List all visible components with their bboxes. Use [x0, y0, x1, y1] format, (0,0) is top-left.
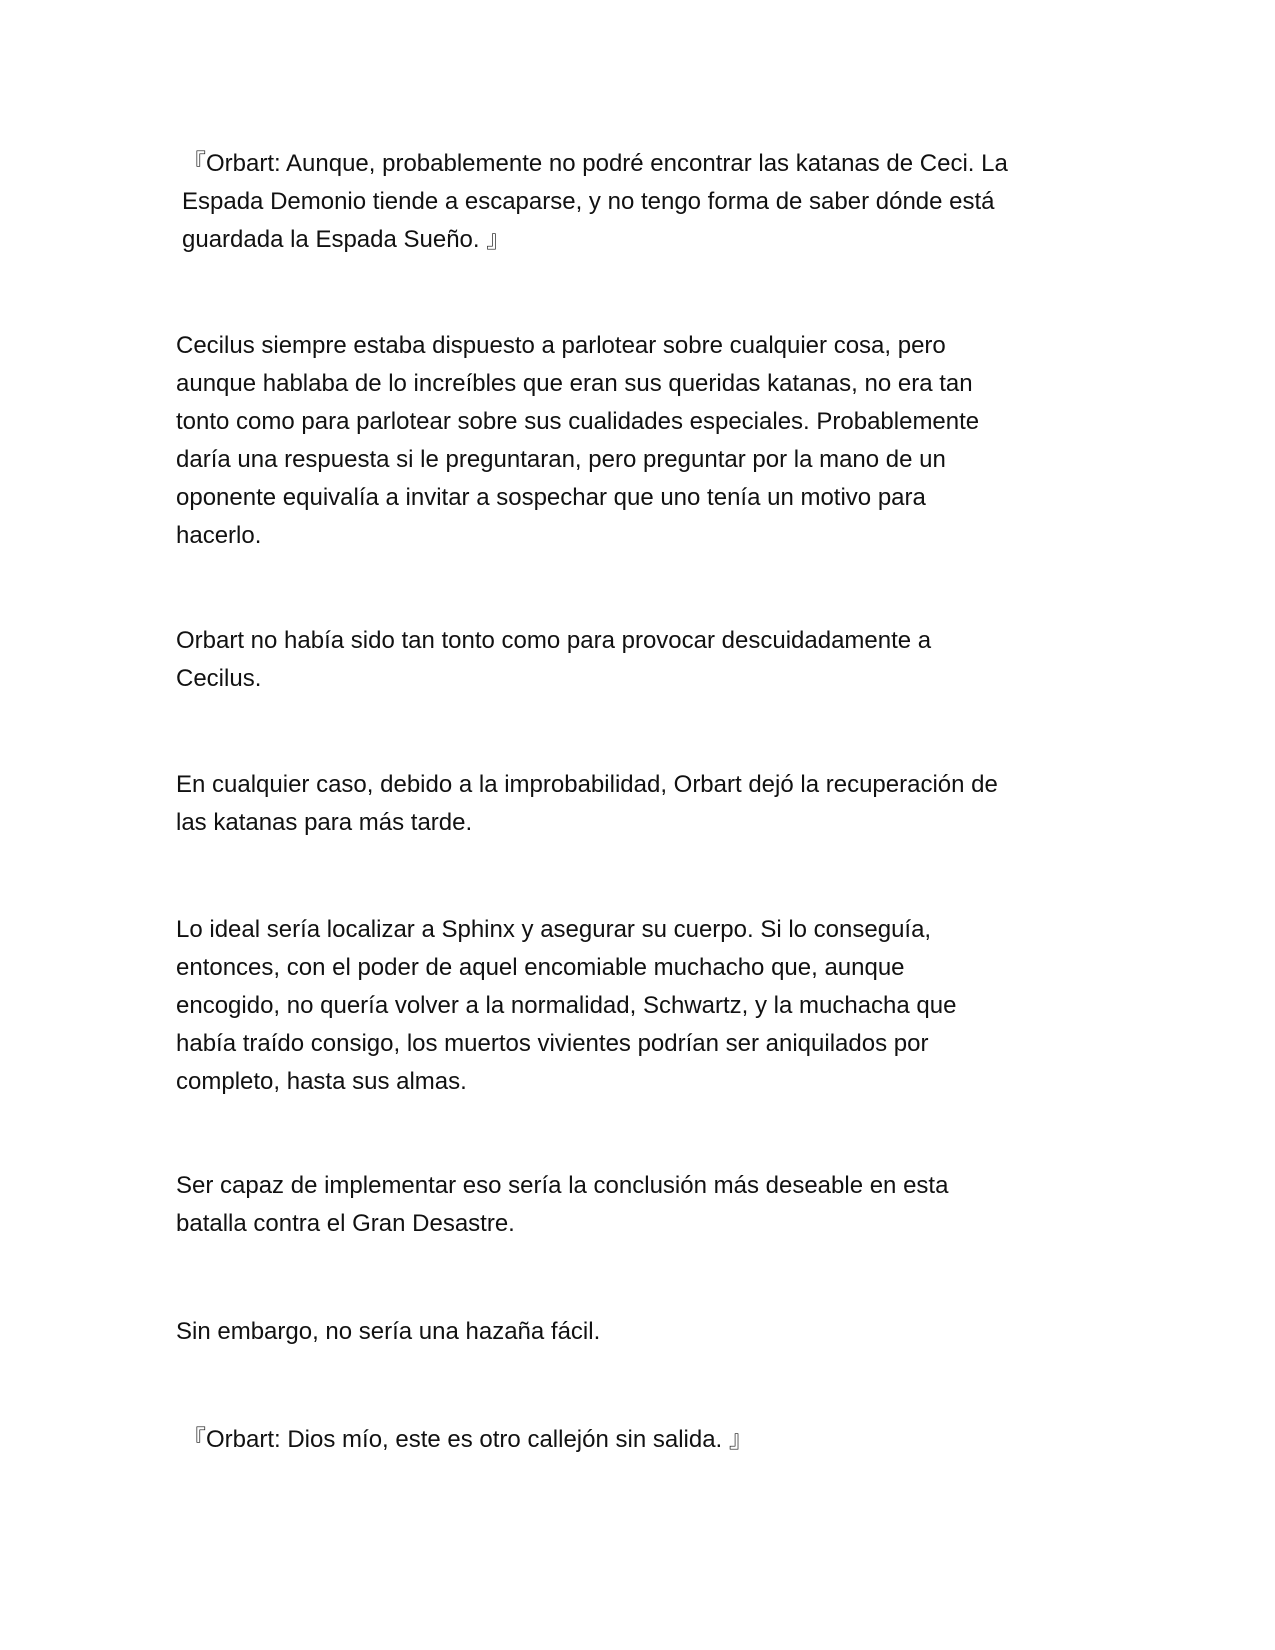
paragraph-cecilus-parlotear	[176, 327, 1106, 555]
dialogue-paragraph-orbart-katanas	[182, 145, 1112, 259]
text-line: encogido, no quería volver a la normalidad, Schwartz, y la muchacha que	[176, 992, 957, 1019]
text-line: Lo ideal sería localizar a Sphinx y asegurar su cuerpo. Si lo conseguía,	[176, 916, 932, 943]
dialogue-paragraph-orbart-callejon	[182, 1421, 1112, 1459]
paragraph-sphinx	[176, 911, 1106, 1101]
text-line: las katanas para más tarde.	[176, 809, 473, 836]
paragraph-improbabilidad	[176, 766, 1106, 842]
text-line: 『Orbart: Dios mío, este es otro callejón sin salida. 』	[182, 1426, 753, 1453]
text-line: En cualquier caso, debido a la improbabilidad, Orbart dejó la recuperación de	[176, 771, 998, 798]
text-line: 『Orbart: Aunque, probablemente no podré encontrar las katanas de Ceci. La	[182, 150, 1008, 177]
text-line: Sin embargo, no sería una hazaña fácil.	[176, 1318, 601, 1345]
text-line: completo, hasta sus almas.	[176, 1068, 467, 1095]
paragraph-gran-desastre	[176, 1167, 1106, 1243]
paragraph-orbart-no-tonto	[176, 622, 1106, 698]
text-line: hacerlo.	[176, 522, 262, 549]
text-line: oponente equivalía a invitar a sospechar que uno tenía un motivo para	[176, 484, 926, 511]
paragraph-hazana	[176, 1313, 1106, 1351]
text-line: Cecilus siempre estaba dispuesto a parlotear sobre cualquier cosa, pero	[176, 332, 946, 359]
text-line: entonces, con el poder de aquel encomiable muchacho que, aunque	[176, 954, 905, 981]
text-line: daría una respuesta si le preguntaran, pero preguntar por la mano de un	[176, 446, 946, 473]
text-line: Orbart no había sido tan tonto como para provocar descuidadamente a	[176, 627, 932, 654]
text-line: Espada Demonio tiende a escaparse, y no tengo forma de saber dónde está	[182, 188, 995, 215]
text-line: guardada la Espada Sueño. 』	[182, 226, 511, 253]
text-line: Ser capaz de implementar eso sería la conclusión más deseable en esta	[176, 1172, 949, 1199]
text-line: Cecilus.	[176, 665, 262, 692]
text-line: aunque hablaba de lo increíbles que eran sus queridas katanas, no era tan	[176, 370, 973, 397]
text-line: tonto como para parlotear sobre sus cualidades especiales. Probablemente	[176, 408, 980, 435]
text-line: batalla contra el Gran Desastre.	[176, 1210, 515, 1237]
text-line: había traído consigo, los muertos vivientes podrían ser aniquilados por	[176, 1030, 929, 1057]
